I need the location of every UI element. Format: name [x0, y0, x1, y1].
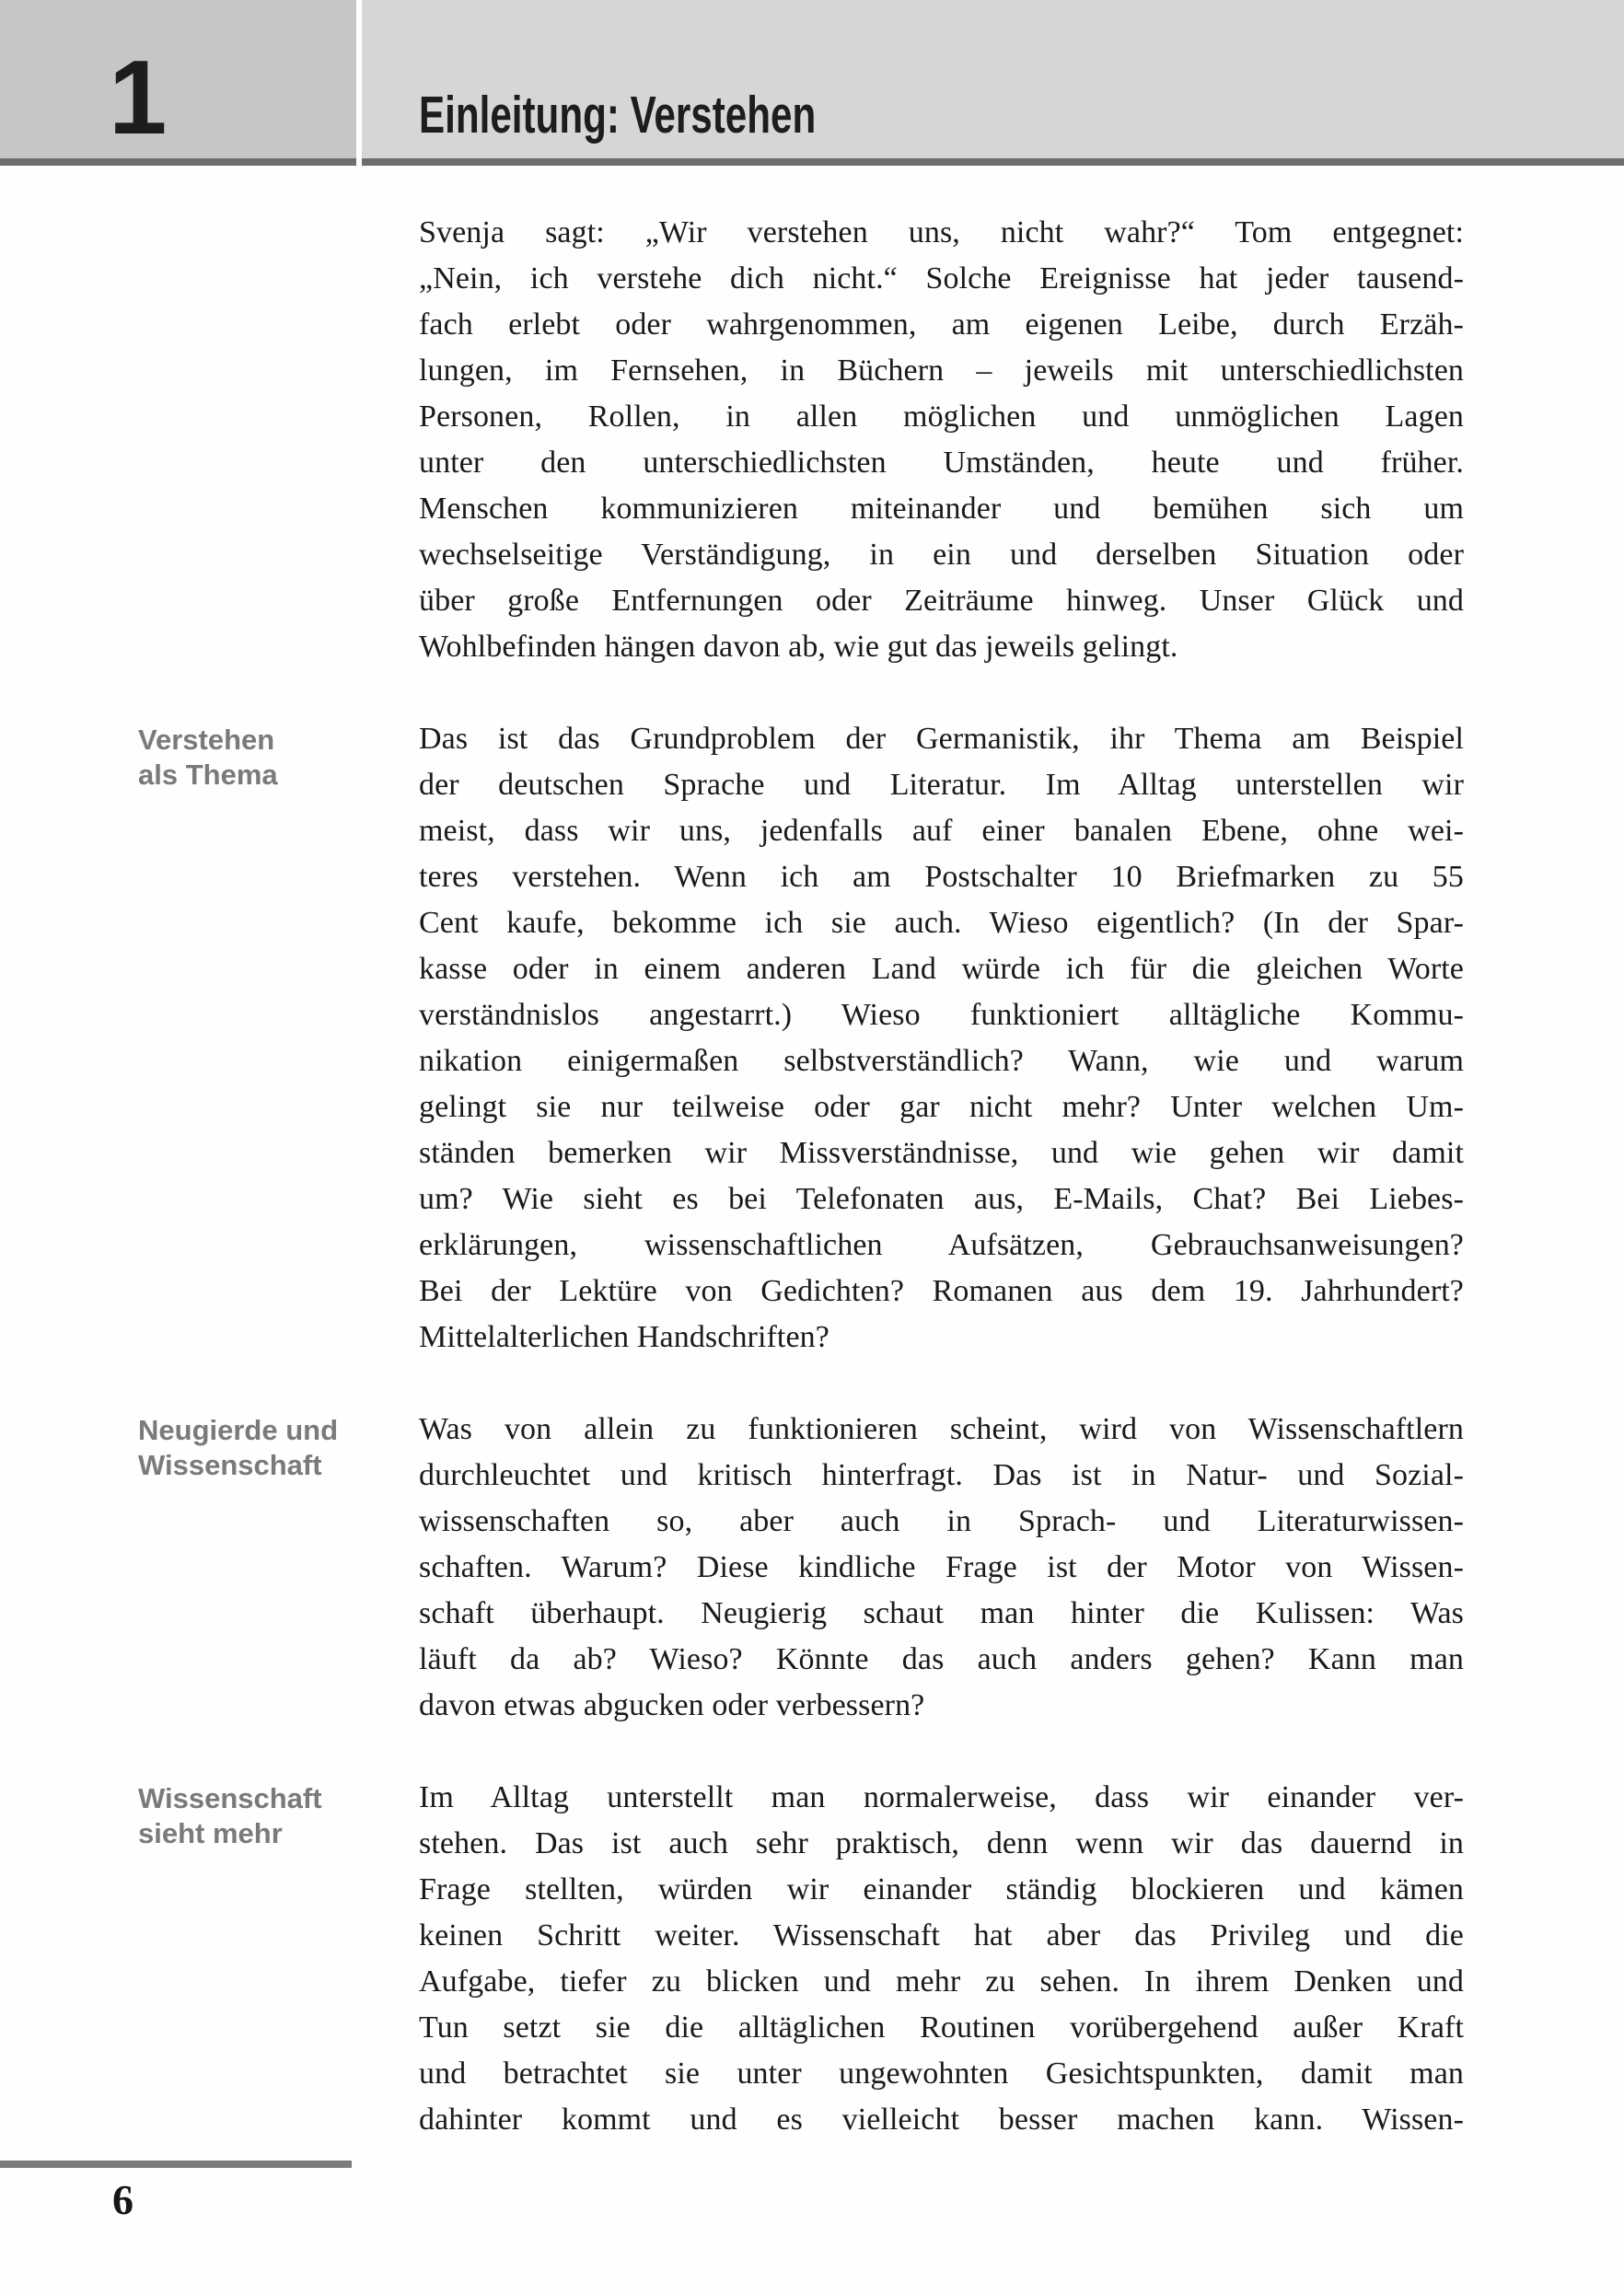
page-number: 6 — [112, 2176, 133, 2223]
chapter-title-box — [362, 0, 1624, 166]
footer-rule — [0, 2161, 352, 2168]
text-line: durchleuchtet und kritisch hinterfragt. Das ist in Natur- und Sozial- — [419, 1458, 1464, 1492]
text-line: Aufgabe, tiefer zu blicken und mehr zu sehen. In ihrem Denken und — [419, 1964, 1464, 1999]
text-line: läuft da ab? Wieso? Könnte das auch anders gehen? Kann man — [419, 1642, 1464, 1676]
text-line: nikation einigermaßen selbstverständlich? Wann, wie und warum — [419, 1044, 1464, 1078]
paragraph — [419, 210, 1464, 670]
content-area — [0, 166, 1624, 2143]
margin-note-line: Verstehen — [138, 724, 275, 756]
text-line: schaften. Warum? Diese kindliche Frage ist der Motor von Wissen- — [419, 1550, 1464, 1584]
text-line: Wohlbefinden hängen davon ab, wie gut das jeweils gelingt. — [419, 630, 1178, 664]
text-line: Cent kaufe, bekomme ich sie auch. Wieso eigentlich? (In der Spar- — [419, 906, 1464, 940]
margin-note — [0, 1407, 419, 1729]
text-line: Was von allein zu funktionieren scheint, wird von Wissenschaftlern — [419, 1412, 1464, 1446]
margin-note-line: Neugierde und — [138, 1414, 339, 1446]
paragraph-row — [0, 1407, 1624, 1729]
text-line: der deutschen Sprache und Literatur. Im Alltag unterstellen wir — [419, 768, 1464, 802]
text-line: keinen Schritt weiter. Wissenschaft hat aber das Privileg und die — [419, 1918, 1464, 1952]
text-line: wechselseitige Verständigung, in ein und derselben Situation oder — [419, 538, 1464, 572]
text-line: und betrachtet sie unter ungewohnten Gesichtspunkten, damit man — [419, 2056, 1464, 2091]
text-line: Svenja sagt: „Wir verstehen uns, nicht wahr?“ Tom entgegnet: — [419, 215, 1464, 249]
text-line: teres verstehen. Wenn ich am Postschalter 10 Briefmarken zu 55 — [419, 860, 1464, 894]
chapter-number-box — [0, 0, 356, 166]
margin-note-line: sieht mehr — [138, 1817, 283, 1849]
text-line: dahinter kommt und es vielleicht besser machen kann. Wissen- — [419, 2103, 1464, 2137]
text-line: unter den unterschiedlichsten Umständen, heute und früher. — [419, 446, 1464, 480]
text-line: Frage stellten, würden wir einander ständig blockieren und kämen — [419, 1872, 1464, 1906]
paragraph-row — [0, 716, 1624, 1361]
text-line: stehen. Das ist auch sehr praktisch, denn wenn wir das dauernd in — [419, 1826, 1464, 1860]
text-line: ständen bemerken wir Missverständnisse, und wie gehen wir damit — [419, 1136, 1464, 1170]
text-line: Menschen kommunizieren miteinander und bemühen sich um — [419, 492, 1464, 526]
margin-note-line: Wissenschaft — [138, 1449, 322, 1481]
text-line: fach erlebt oder wahrgenommen, am eigenen Leibe, durch Erzäh- — [419, 307, 1464, 342]
text-line: davon etwas abgucken oder verbessern? — [419, 1688, 925, 1722]
text-line: kasse oder in einem anderen Land würde ich für die gleichen Worte — [419, 952, 1464, 986]
paragraph-row — [0, 1775, 1624, 2143]
text-line: Tun setzt sie die alltäglichen Routinen vorübergehend außer Kraft — [419, 2010, 1464, 2045]
text-line: Personen, Rollen, in allen möglichen und unmöglichen Lagen — [419, 400, 1464, 434]
paragraph-row — [0, 210, 1624, 670]
chapter-number: 1 — [109, 40, 168, 157]
text-line: lungen, im Fernsehen, in Büchern – jeweils mit unterschiedlichsten — [419, 353, 1464, 388]
chapter-header — [0, 0, 1624, 166]
margin-note — [0, 716, 419, 1361]
text-line: um? Wie sieht es bei Telefonaten aus, E-Mails, Chat? Bei Liebes- — [419, 1182, 1464, 1216]
paragraph — [419, 1407, 1464, 1729]
text-line: erklärungen, wissenschaftlichen Aufsätzen, Gebrauchsanweisungen? — [419, 1228, 1464, 1262]
text-line: verständnislos angestarrt.) Wieso funktioniert alltägliche Kommu- — [419, 998, 1464, 1032]
text-line: über große Entfernungen oder Zeiträume hinweg. Unser Glück und — [419, 584, 1464, 618]
margin-note-line: als Thema — [138, 759, 278, 791]
text-line: Im Alltag unterstellt man normalerweise, dass wir einander ver- — [419, 1780, 1464, 1814]
text-line: wissenschaften so, aber auch in Sprach- und Literaturwissen- — [419, 1504, 1464, 1538]
text-line: „Nein, ich verstehe dich nicht.“ Solche Ereignisse hat jeder tausend- — [419, 261, 1464, 295]
text-line: Mittelalterlichen Handschriften? — [419, 1320, 829, 1354]
text-line: Das ist das Grundproblem der Germanistik, ihr Thema am Beispiel — [419, 722, 1464, 756]
paragraph — [419, 716, 1464, 1361]
text-line: Bei der Lektüre von Gedichten? Romanen aus dem 19. Jahrhundert? — [419, 1274, 1464, 1308]
margin-note — [0, 1775, 419, 2143]
text-line: schaft überhaupt. Neugierig schaut man hinter die Kulissen: Was — [419, 1596, 1464, 1630]
paragraph — [419, 1775, 1464, 2143]
margin-note-line: Wissenschaft — [138, 1782, 322, 1814]
chapter-title: Einleitung: Verstehen — [419, 85, 817, 145]
text-line: meist, dass wir uns, jedenfalls auf einer banalen Ebene, ohne wei- — [419, 814, 1464, 848]
margin-note — [0, 210, 419, 670]
text-line: gelingt sie nur teilweise oder gar nicht mehr? Unter welchen Um- — [419, 1090, 1464, 1124]
